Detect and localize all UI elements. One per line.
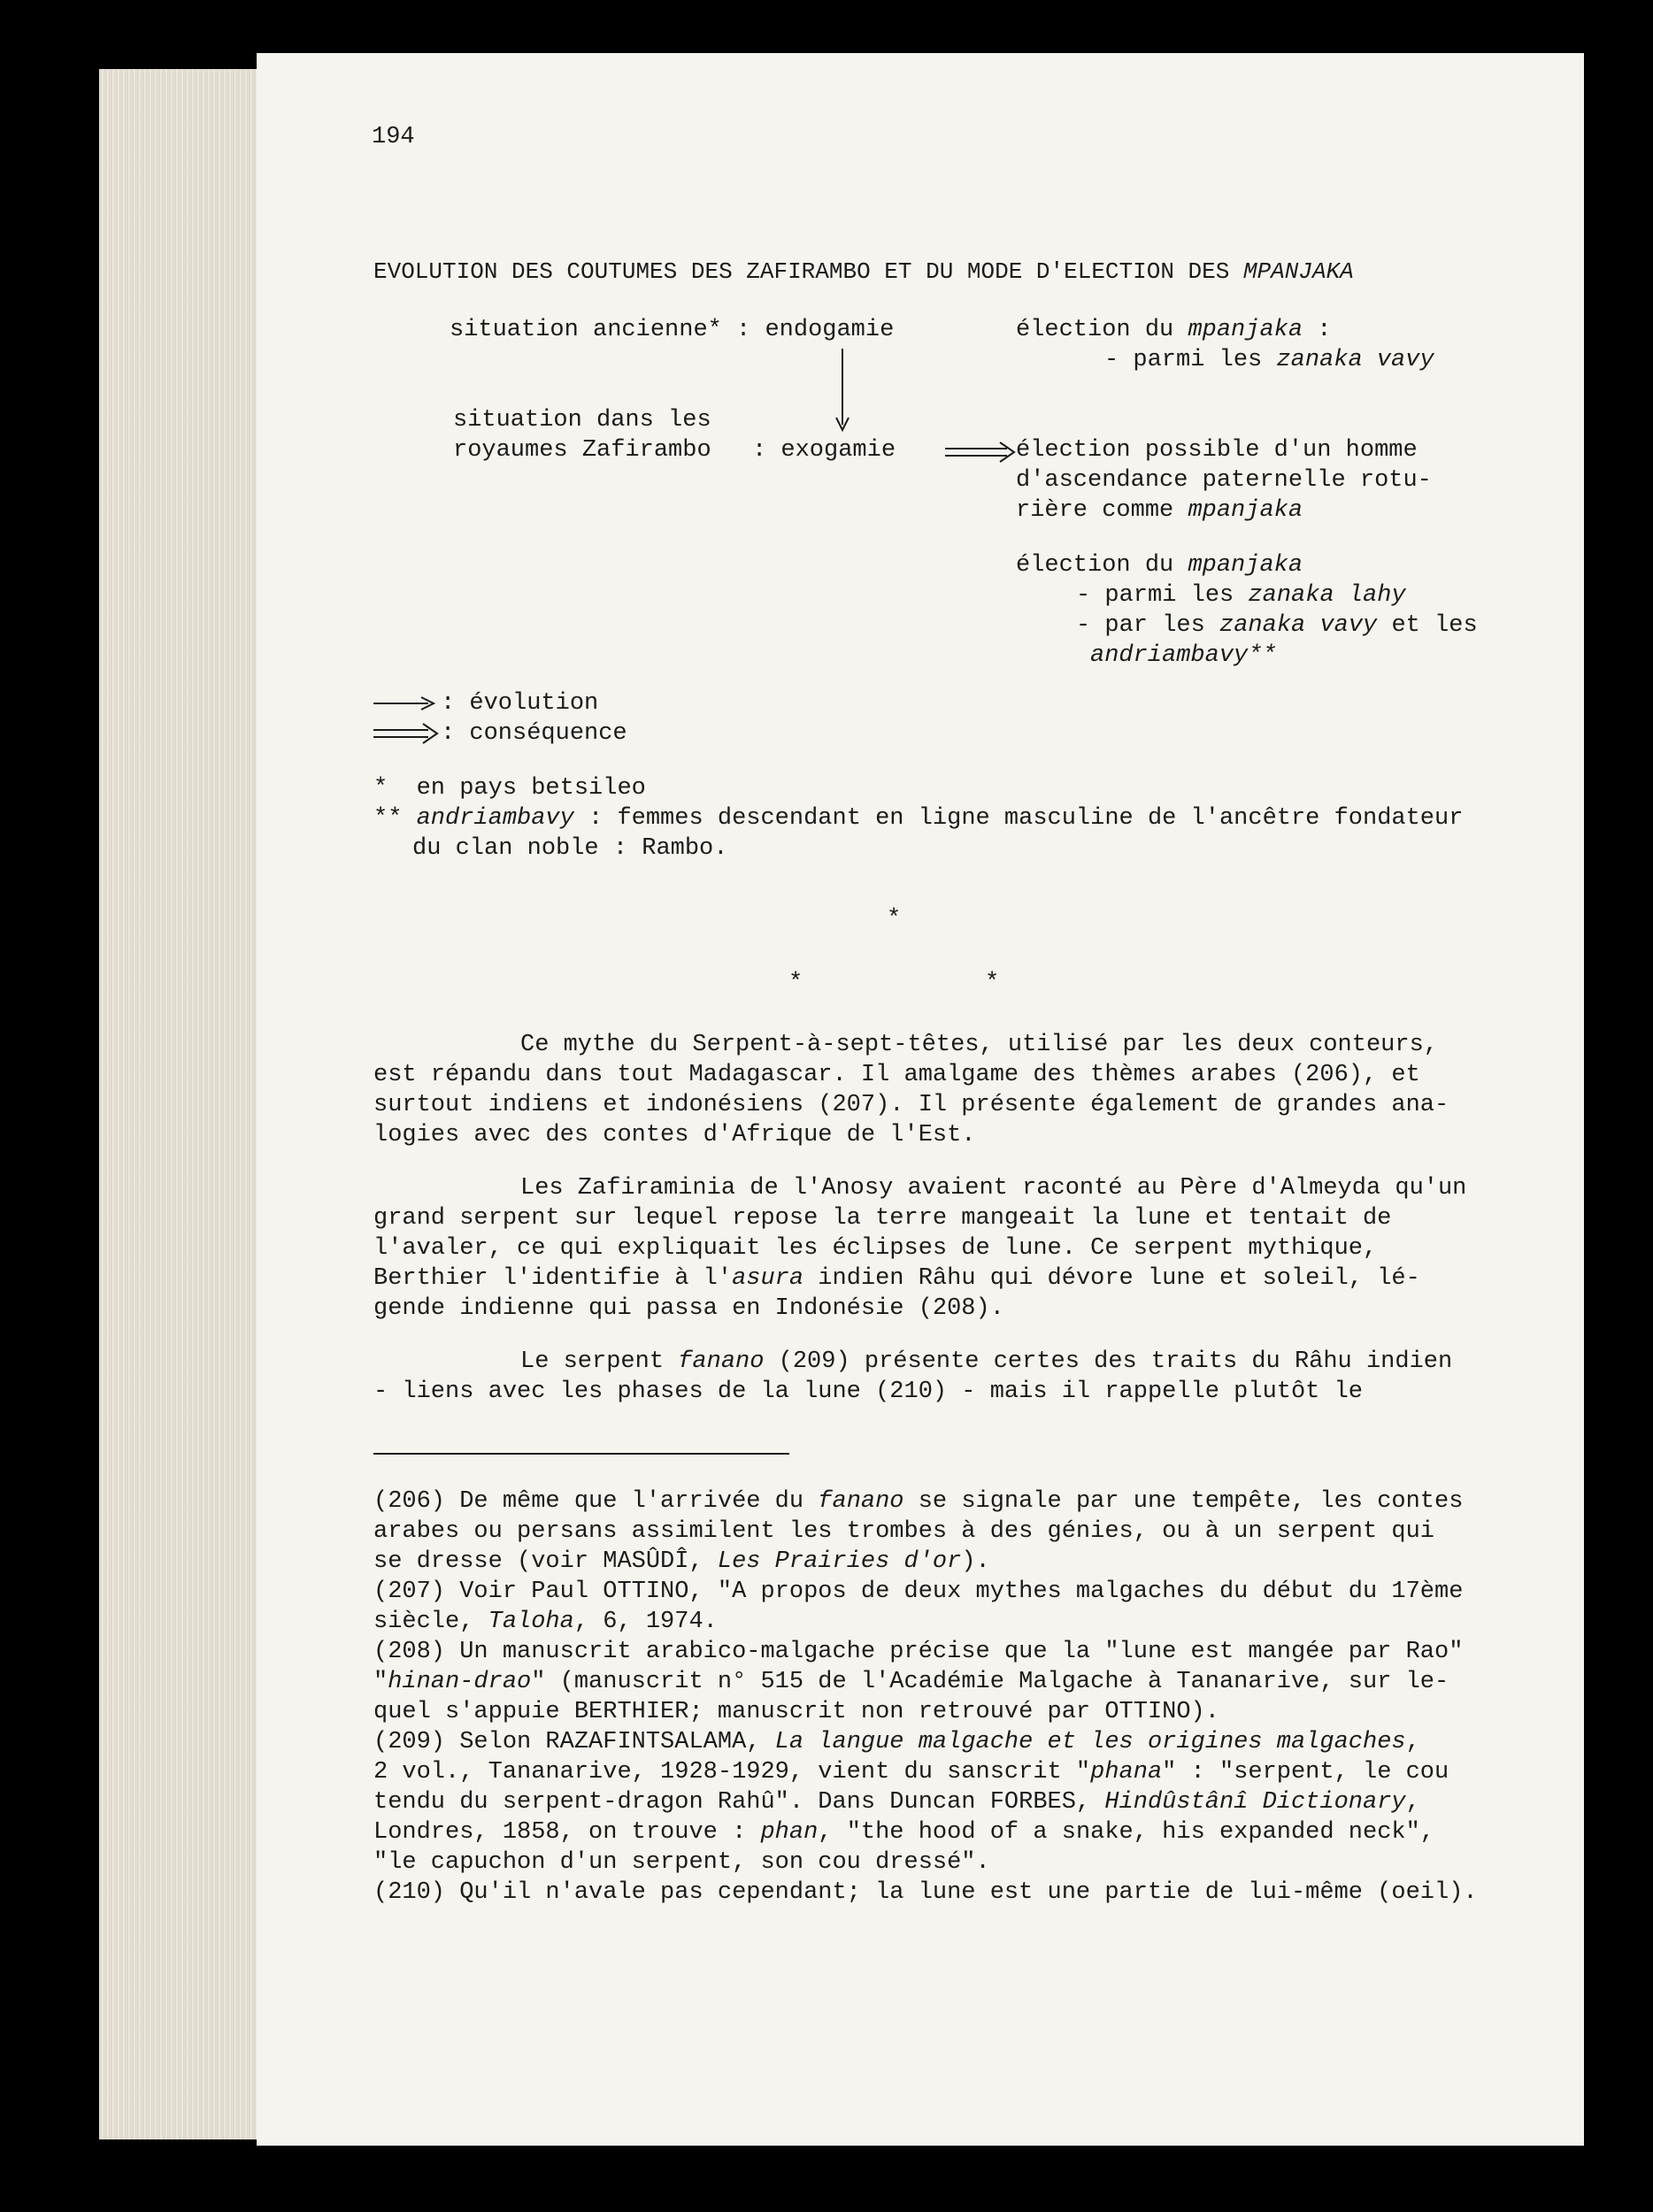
down-arrow-icon	[832, 347, 853, 435]
title-italic: MPANJAKA	[1242, 258, 1354, 285]
p1-line2: est répandu dans tout Madagascar. Il amalgame des thèmes arabes (206), et	[373, 1062, 1420, 1088]
evolution-arrow-icon	[373, 693, 437, 714]
situation-royaumes-line2: royaumes Zafirambo	[453, 437, 711, 464]
text: et les	[1377, 612, 1478, 639]
text: , 6, 1974.	[573, 1609, 718, 1635]
asterisk: *	[788, 970, 803, 996]
legend-evolution: : évolution	[441, 690, 599, 717]
text: se dresse (voir MASÛDÎ,	[373, 1548, 718, 1575]
book-page	[257, 53, 1584, 2146]
text: ,	[1405, 1729, 1420, 1755]
asterisk: *	[887, 906, 902, 933]
text: : femmes descendant en ligne masculine de l'ancêtre fondateur	[573, 805, 1464, 832]
text: élection du	[1016, 552, 1188, 579]
footnote-209-line3	[373, 1787, 1420, 1817]
p2-line4	[373, 1263, 1420, 1294]
text-italic: hinan-drao	[388, 1669, 532, 1695]
election-row1-line1	[1016, 315, 1331, 345]
text: Le serpent	[520, 1348, 679, 1375]
book-page-edges	[99, 69, 263, 2139]
p3-line2: - liens avec les phases de la lune (210) - mais il rappelle plutôt le	[373, 1379, 1363, 1405]
text: (209) présente certes des traits du Râhu indien	[764, 1348, 1453, 1375]
text: élection du	[1016, 317, 1188, 343]
text: **	[373, 805, 417, 832]
election-row3-line1	[1016, 550, 1303, 580]
text: ).	[961, 1548, 990, 1575]
text-italic: Taloha	[488, 1609, 574, 1635]
text: (209) Selon RAZAFINTSALAMA,	[373, 1729, 775, 1755]
text-italic: andriambavy	[416, 805, 574, 832]
text-italic: asura	[732, 1265, 804, 1292]
footnote-206-line3	[373, 1547, 990, 1577]
text-italic: zanaka vavy	[1276, 347, 1434, 373]
p2-line2: grand serpent sur lequel repose la terre mangeait la lune et tentait de	[373, 1205, 1392, 1232]
text: " (manuscrit n° 515 de l'Académie Malgache à Tananarive, sur le-	[531, 1669, 1449, 1695]
election-row3-line2	[1076, 580, 1406, 611]
election-row2-line2: d'ascendance paternelle rotu-	[1016, 467, 1432, 494]
text: indien Râhu qui dévore lune et soleil, lé-	[803, 1265, 1420, 1292]
text-italic: Hindûstânî Dictionary	[1104, 1789, 1406, 1816]
text: se signale par une tempête, les contes	[903, 1488, 1464, 1515]
footnote-208-line2	[373, 1667, 1449, 1697]
text: "	[373, 1669, 388, 1695]
election-row3-line3	[1076, 611, 1478, 641]
asterisk: *	[985, 970, 1000, 996]
footnote-207-line1: (207) Voir Paul OTTINO, "A propos de deux mythes malgaches du début du 17ème	[373, 1578, 1464, 1605]
text: 2 vol., Tananarive, 1928-1929, vient du sanscrit "	[373, 1759, 1091, 1786]
text-italic: phana	[1090, 1759, 1163, 1786]
footnote-209-line2	[373, 1757, 1449, 1787]
text: " : "serpent, le cou	[1162, 1759, 1449, 1786]
diagram-title	[373, 257, 1354, 287]
text: siècle,	[373, 1609, 488, 1635]
text: ,	[1405, 1789, 1420, 1816]
footnote-207-line2	[373, 1607, 718, 1637]
text-italic: fanano	[818, 1488, 904, 1515]
text: tendu du serpent-dragon Rahû". Dans Duncan FORBES,	[373, 1789, 1105, 1816]
text: - parmi les	[1076, 582, 1249, 609]
text-italic: phan	[760, 1819, 819, 1846]
footnote-208-line3: quel s'appuie BERTHIER; manuscrit non retrouvé par OTTINO).	[373, 1699, 1219, 1725]
footnote-210-line1: (210) Qu'il n'avale pas cependant; la lune est une partie de lui-même (oeil).	[373, 1879, 1478, 1906]
election-row3-line4: andriambavy**	[1090, 642, 1277, 669]
text: :	[1303, 317, 1332, 343]
text: Londres, 1858, on trouve :	[373, 1819, 761, 1846]
consequence-arrow-icon	[373, 722, 441, 745]
footnote-divider	[373, 1453, 789, 1455]
text-italic: mpanjaka	[1188, 317, 1303, 343]
footnote-209-line4	[373, 1817, 1434, 1847]
p1-line3: surtout indiens et indonésiens (207). Il présente également de grandes ana-	[373, 1092, 1449, 1118]
footnote-208-line1: (208) Un manuscrit arabico-malgache précise que la "lune est mangée par Rao"	[373, 1639, 1464, 1665]
election-row2-line3	[1016, 495, 1303, 526]
text: Berthier l'identifie à l'	[373, 1265, 733, 1292]
p1-line1: Ce mythe du Serpent-à-sept-têtes, utilisé par les deux conteurs,	[520, 1032, 1438, 1058]
text: (206) De même que l'arrivée du	[373, 1488, 819, 1515]
text-italic: La langue malgache et les origines malgaches	[774, 1729, 1406, 1755]
p2-line3: l'avaler, ce qui expliquait les éclipses de lune. Ce serpent mythique,	[373, 1235, 1378, 1262]
text-italic: zanaka lahy	[1248, 582, 1406, 609]
page-number: 194	[372, 124, 415, 150]
election-row2-line1: élection possible d'un homme	[1016, 437, 1418, 464]
note-star2-line1	[373, 803, 1463, 833]
text: , "the hood of a snake, his expanded neck",	[818, 1819, 1435, 1846]
note-star1: * en pays betsileo	[373, 775, 646, 802]
situation-royaumes-line1: situation dans les	[453, 407, 711, 434]
situation-ancienne: situation ancienne* : endogamie	[450, 317, 895, 343]
text-italic: mpanjaka	[1188, 497, 1303, 524]
text: rière comme	[1016, 497, 1188, 524]
p2-line1: Les Zafiraminia de l'Anosy avaient raconté au Père d'Almeyda qu'un	[520, 1175, 1467, 1202]
note-star2-line2: du clan noble : Rambo.	[412, 835, 728, 862]
footnote-206-line1	[373, 1486, 1463, 1517]
footnote-209-line5: "le capuchon d'un serpent, son cou dressé".	[373, 1849, 990, 1876]
election-row1-line2	[1104, 345, 1434, 375]
text-italic: fanano	[678, 1348, 765, 1375]
p1-line4: logies avec des contes d'Afrique de l'Est.	[373, 1122, 976, 1148]
footnote-206-line2: arabes ou persans assimilent les trombes à des génies, ou à un serpent qui	[373, 1518, 1434, 1545]
text-italic: Les Prairies d'or	[717, 1548, 962, 1575]
text-italic: mpanjaka	[1188, 552, 1303, 579]
exogamie-label: : exogamie	[752, 437, 896, 464]
double-arrow-icon	[945, 441, 1019, 464]
text: - par les	[1076, 612, 1220, 639]
p2-line5: gende indienne qui passa en Indonésie (208).	[373, 1295, 1004, 1322]
footnote-209-line1	[373, 1727, 1420, 1757]
text-italic: zanaka vavy	[1219, 612, 1378, 639]
legend-consequence: : conséquence	[441, 720, 627, 747]
title-main: EVOLUTION DES COUTUMES DES ZAFIRAMBO ET DU MODE D'ELECTION DES	[373, 258, 1243, 285]
p3-line1	[520, 1347, 1452, 1377]
text: - parmi les	[1104, 347, 1277, 373]
